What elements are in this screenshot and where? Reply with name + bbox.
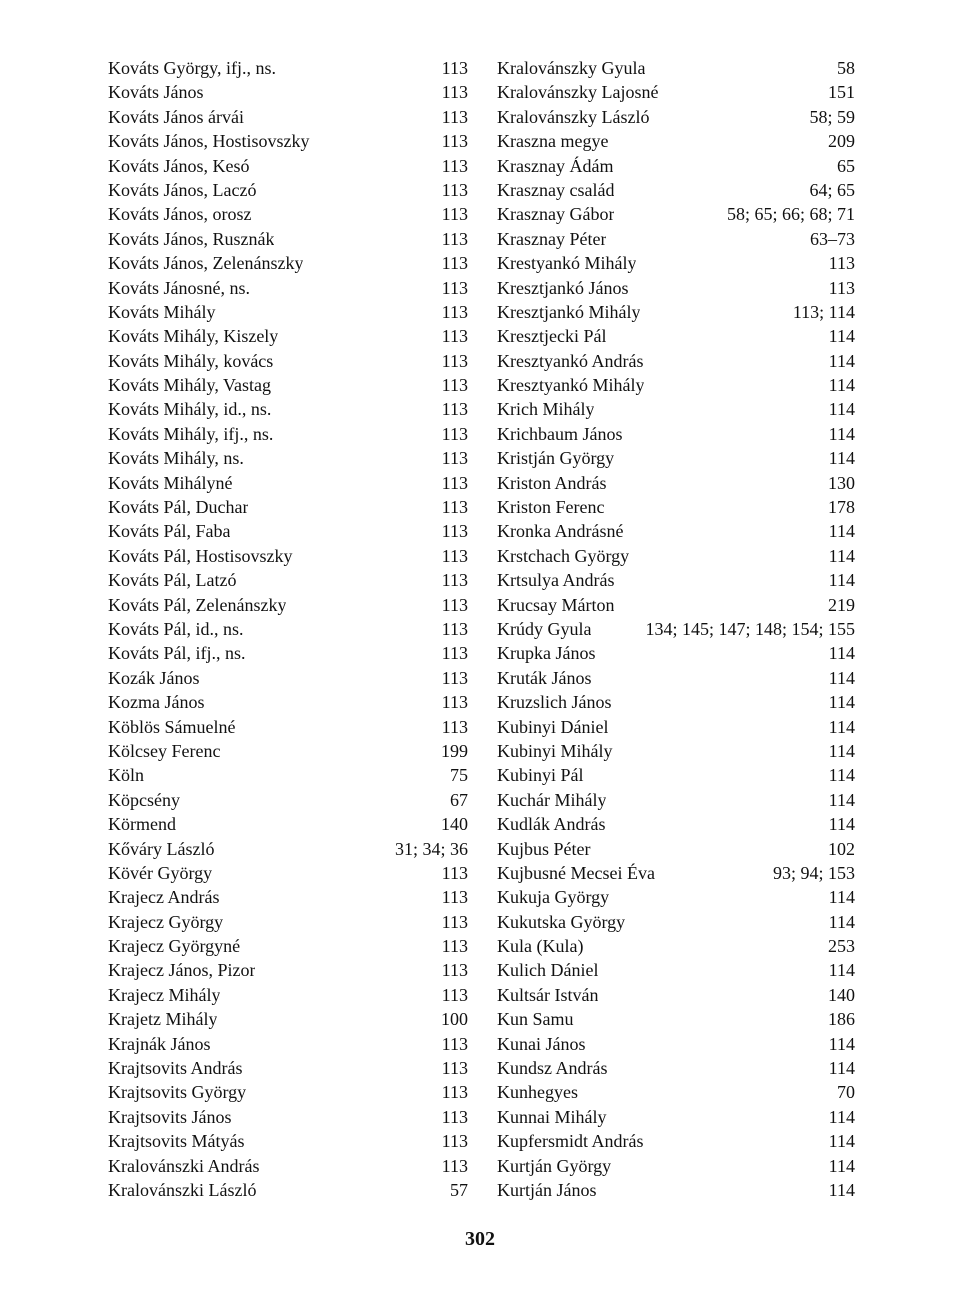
- entry-name: Kulich Dániel: [497, 960, 599, 981]
- index-entry: [497, 641, 855, 665]
- index-entry: [497, 154, 855, 178]
- index-entry: [108, 715, 468, 739]
- entry-name: Kováts János, Hostisovszky: [108, 131, 310, 152]
- entry-name: Kudlák András: [497, 814, 606, 835]
- entry-name: Kováts Pál, Latzó: [108, 570, 237, 591]
- index-entry: [497, 422, 855, 446]
- index-entry: [497, 617, 855, 641]
- entry-name: Kováts János, orosz: [108, 204, 252, 225]
- entry-pages: 113: [441, 228, 468, 249]
- entry-pages: 113: [441, 1058, 468, 1079]
- index-entry: [497, 861, 855, 885]
- entry-pages: 219: [828, 594, 855, 615]
- entry-name: Krasznay Gábor: [497, 204, 615, 225]
- entry-name: Kurtján György: [497, 1155, 612, 1176]
- entry-pages: 113: [441, 82, 468, 103]
- entry-pages: 113: [441, 618, 468, 639]
- entry-name: Kresztyankó András: [497, 350, 644, 371]
- index-entry: [497, 812, 855, 836]
- page-number: 302: [465, 1228, 495, 1250]
- entry-pages: 114: [828, 1155, 855, 1176]
- entry-name: Kozák János: [108, 667, 200, 688]
- index-entry: [497, 202, 855, 226]
- entry-pages: 114: [828, 570, 855, 591]
- index-entry: [108, 739, 468, 763]
- index-entry: [108, 251, 468, 275]
- entry-name: Kruzslich János: [497, 692, 612, 713]
- index-entry: [108, 227, 468, 251]
- entry-name: Krstchach György: [497, 545, 630, 566]
- entry-name: Kralovánszky Gyula: [497, 58, 646, 78]
- entry-pages: 113: [441, 277, 468, 298]
- entry-name: Kukutska György: [497, 911, 626, 932]
- entry-name: Krich Mihály: [497, 399, 595, 420]
- entry-name: Krajecz András: [108, 887, 220, 908]
- entry-pages: 113: [828, 277, 855, 298]
- index-entry: [497, 105, 855, 129]
- entry-name: Kováts Pál, ifj., ns.: [108, 643, 246, 664]
- index-entry: [108, 471, 468, 495]
- index-column-left: [108, 56, 468, 1202]
- index-entry: [497, 373, 855, 397]
- entry-name: Krajtsovits Mátyás: [108, 1131, 245, 1152]
- entry-name: Krúdy Gyula: [497, 618, 592, 639]
- entry-pages: 114: [828, 521, 855, 542]
- entry-name: Kralovánszki László: [108, 1179, 257, 1200]
- entry-name: Kresztyankó Mihály: [497, 375, 645, 396]
- entry-pages: 58; 65; 66; 68; 71: [726, 204, 855, 225]
- entry-pages: 114: [828, 740, 855, 761]
- index-entry: [497, 544, 855, 568]
- entry-pages: 113: [441, 643, 468, 664]
- entry-name: Kováts Pál, Duchar: [108, 497, 249, 518]
- index-entry: [108, 349, 468, 373]
- entry-name: Krajecz János, Pizor: [108, 960, 256, 981]
- entry-name: Kralovánszky Lajosné: [497, 82, 659, 103]
- entry-name: Krasznay család: [497, 179, 615, 200]
- entry-pages: 114: [828, 887, 855, 908]
- entry-name: Kunhegyes: [497, 1082, 578, 1103]
- index-entry: [108, 178, 468, 202]
- index-entry: [497, 178, 855, 202]
- index-entry: [108, 373, 468, 397]
- index-entry: [108, 666, 468, 690]
- entry-name: Kováts Jánosné, ns.: [108, 277, 250, 298]
- index-entry: [497, 276, 855, 300]
- index-entry: [497, 495, 855, 519]
- entry-pages: 114: [828, 399, 855, 420]
- entry-pages: 113: [441, 131, 468, 152]
- entry-name: Kövér György: [108, 862, 213, 883]
- entry-pages: 114: [828, 643, 855, 664]
- index-entry: [497, 300, 855, 324]
- entry-name: Kováts János: [108, 82, 204, 103]
- entry-name: Kurtján János: [497, 1179, 597, 1200]
- index-entry: [497, 690, 855, 714]
- entry-pages: 114: [828, 545, 855, 566]
- entry-name: Kubinyi Mihály: [497, 740, 613, 761]
- index-entry: [497, 1032, 855, 1056]
- entry-name: Krajecz György: [108, 911, 224, 932]
- entry-pages: 114: [828, 667, 855, 688]
- entry-name: Krupka János: [497, 643, 596, 664]
- index-entry: [497, 251, 855, 275]
- index-entry: [108, 202, 468, 226]
- entry-name: Kristján György: [497, 448, 615, 469]
- entry-name: Krajecz Mihály: [108, 984, 221, 1005]
- entry-pages: 114: [828, 1058, 855, 1079]
- entry-name: Kőváry László: [108, 838, 215, 859]
- index-column-right: [497, 56, 855, 1202]
- index-entry: [108, 1129, 468, 1153]
- entry-pages: 114: [828, 423, 855, 444]
- index-entry: [108, 641, 468, 665]
- index-entry: [108, 324, 468, 348]
- entry-pages: 113: [441, 1082, 468, 1103]
- index-entry: [108, 934, 468, 958]
- entry-name: Kováts Mihály, Vastag: [108, 375, 271, 396]
- entry-pages: 199: [441, 740, 468, 761]
- entry-name: Kundsz András: [497, 1058, 608, 1079]
- entry-pages: 114: [828, 789, 855, 810]
- entry-pages: 57: [450, 1179, 468, 1200]
- index-entry: [108, 154, 468, 178]
- index-entry: [497, 593, 855, 617]
- index-entry: [497, 958, 855, 982]
- entry-name: Kováts Pál, id., ns.: [108, 618, 244, 639]
- entry-pages: 114: [828, 1131, 855, 1152]
- entry-pages: 253: [828, 936, 855, 957]
- index-entry: [497, 1154, 855, 1178]
- index-entry: [108, 812, 468, 836]
- index-entry: [108, 983, 468, 1007]
- index-entry: [108, 1178, 468, 1202]
- index-entry: [108, 1154, 468, 1178]
- entry-name: Kováts Mihály: [108, 301, 216, 322]
- entry-pages: 58; 59: [809, 106, 855, 127]
- index-entry: [108, 593, 468, 617]
- index-entry: [497, 129, 855, 153]
- index-entry: [497, 349, 855, 373]
- entry-pages: 113: [441, 301, 468, 322]
- entry-name: Kriston András: [497, 472, 607, 493]
- entry-pages: 113: [441, 1131, 468, 1152]
- entry-name: Kováts Mihály, Kiszely: [108, 326, 279, 347]
- entry-pages: 114: [828, 326, 855, 347]
- index-entry: [497, 324, 855, 348]
- entry-pages: 113: [441, 1155, 468, 1176]
- entry-pages: 31; 34; 36: [394, 838, 468, 859]
- entry-pages: 114: [828, 960, 855, 981]
- index-entry: [108, 568, 468, 592]
- entry-name: Kresztjecki Pál: [497, 326, 607, 347]
- entry-pages: 113: [441, 692, 468, 713]
- entry-name: Krtsulya András: [497, 570, 615, 591]
- index-entry: [497, 715, 855, 739]
- entry-pages: 209: [828, 131, 855, 152]
- index-entry: [497, 56, 855, 80]
- entry-pages: 64; 65: [809, 179, 855, 200]
- entry-pages: 113; 114: [792, 301, 855, 322]
- index-entry: [108, 617, 468, 641]
- entry-pages: 113: [441, 862, 468, 883]
- index-entry: [108, 910, 468, 934]
- entry-pages: 113: [441, 497, 468, 518]
- entry-name: Kuchár Mihály: [497, 789, 607, 810]
- index-entry: [108, 422, 468, 446]
- entry-name: Kováts Pál, Zelenánszky: [108, 594, 287, 615]
- entry-name: Kováts Mihály, ifj., ns.: [108, 423, 274, 444]
- entry-name: Kováts György, ifj., ns.: [108, 58, 276, 78]
- index-entry: [108, 300, 468, 324]
- entry-name: Köblös Sámuelné: [108, 716, 236, 737]
- entry-pages: 113: [441, 472, 468, 493]
- index-entry: [108, 129, 468, 153]
- index-entry: [108, 276, 468, 300]
- entry-pages: 70: [837, 1082, 855, 1103]
- index-entry: [497, 1105, 855, 1129]
- entry-pages: 65: [837, 155, 855, 176]
- entry-pages: 113: [441, 545, 468, 566]
- index-entry: [108, 544, 468, 568]
- entry-name: Krajtsovits György: [108, 1082, 247, 1103]
- entry-pages: 114: [828, 692, 855, 713]
- entry-pages: 113: [441, 350, 468, 371]
- entry-pages: 114: [828, 911, 855, 932]
- entry-pages: 114: [828, 814, 855, 835]
- index-entry: [108, 861, 468, 885]
- index-entry: [497, 471, 855, 495]
- index-entry: [108, 519, 468, 543]
- index-entry: [497, 1080, 855, 1104]
- entry-pages: 113: [441, 106, 468, 127]
- entry-pages: 113: [441, 204, 468, 225]
- entry-name: Köpcsény: [108, 789, 180, 810]
- entry-pages: 100: [441, 1009, 468, 1030]
- entry-name: Kraszna megye: [497, 131, 609, 152]
- entry-pages: 93; 94; 153: [772, 862, 855, 883]
- entry-name: Kováts Mihályné: [108, 472, 233, 493]
- entry-name: Krasznay Péter: [497, 228, 607, 249]
- entry-name: Krajecz Györgyné: [108, 936, 241, 957]
- entry-pages: 113: [441, 887, 468, 908]
- entry-pages: 113: [441, 448, 468, 469]
- entry-name: Krajtsovits András: [108, 1058, 243, 1079]
- entry-pages: 114: [828, 375, 855, 396]
- index-entry: [497, 446, 855, 470]
- index-entry: [108, 397, 468, 421]
- index-entry: [497, 80, 855, 104]
- index-entry: [497, 568, 855, 592]
- entry-name: Kováts János árvái: [108, 106, 244, 127]
- entry-pages: 151: [828, 82, 855, 103]
- entry-name: Krajtsovits János: [108, 1106, 232, 1127]
- entry-name: Kresztjankó János: [497, 277, 629, 298]
- index-entry: [497, 1129, 855, 1153]
- index-entry: [108, 105, 468, 129]
- index-entry: [497, 885, 855, 909]
- entry-pages: 140: [828, 984, 855, 1005]
- entry-name: Kováts Pál, Faba: [108, 521, 231, 542]
- entry-name: Kralovánszki András: [108, 1155, 260, 1176]
- entry-pages: 113: [441, 179, 468, 200]
- entry-pages: 113: [828, 253, 855, 274]
- entry-name: Kupfersmidt András: [497, 1131, 644, 1152]
- entry-name: Kubinyi Dániel: [497, 716, 609, 737]
- index-entry: [108, 1080, 468, 1104]
- entry-pages: 113: [441, 375, 468, 396]
- index-entry: [108, 56, 468, 80]
- index-entry: [108, 958, 468, 982]
- entry-pages: 186: [828, 1009, 855, 1030]
- index-entry: [497, 910, 855, 934]
- entry-name: Kováts Mihály, ns.: [108, 448, 244, 469]
- index-entry: [497, 739, 855, 763]
- index-entry: [497, 788, 855, 812]
- index-entry: [497, 1178, 855, 1202]
- entry-name: Kováts János, Kesó: [108, 155, 250, 176]
- entry-name: Kujbusné Mecsei Éva: [497, 862, 655, 883]
- index-entry: [108, 446, 468, 470]
- entry-pages: 113: [441, 521, 468, 542]
- index-entry: [108, 1007, 468, 1031]
- entry-name: Kováts János, Rusznák: [108, 228, 275, 249]
- entry-name: Kujbus Péter: [497, 838, 591, 859]
- entry-name: Krichbaum János: [497, 423, 623, 444]
- entry-pages: 113: [441, 667, 468, 688]
- entry-pages: 113: [441, 155, 468, 176]
- entry-pages: 114: [828, 1033, 855, 1054]
- entry-name: Krajnák János: [108, 1033, 211, 1054]
- index-entry: [497, 1056, 855, 1080]
- entry-pages: 130: [828, 472, 855, 493]
- entry-pages: 113: [441, 911, 468, 932]
- entry-name: Krestyankó Mihály: [497, 253, 637, 274]
- index-entry: [108, 1105, 468, 1129]
- index-entry: [497, 1007, 855, 1031]
- entry-name: Kula (Kula): [497, 936, 584, 957]
- index-entry: [108, 1056, 468, 1080]
- entry-name: Körmend: [108, 814, 176, 835]
- entry-name: Kresztjankó Mihály: [497, 301, 641, 322]
- index-entry: [108, 837, 468, 861]
- entry-name: Kukuja György: [497, 887, 610, 908]
- entry-pages: 113: [441, 570, 468, 591]
- index-entry: [497, 519, 855, 543]
- index-entry: [108, 495, 468, 519]
- entry-pages: 75: [450, 765, 468, 786]
- entry-pages: 113: [441, 253, 468, 274]
- entry-pages: 140: [441, 814, 468, 835]
- entry-name: Kriston Ferenc: [497, 497, 605, 518]
- entry-pages: 113: [441, 936, 468, 957]
- entry-pages: 114: [828, 716, 855, 737]
- entry-name: Köln: [108, 765, 144, 786]
- entry-name: Kunai János: [497, 1033, 586, 1054]
- entry-name: Krajetz Mihály: [108, 1009, 218, 1030]
- entry-name: Kun Samu: [497, 1009, 574, 1030]
- entry-pages: 114: [828, 1106, 855, 1127]
- entry-pages: 114: [828, 350, 855, 371]
- entry-pages: 113: [441, 58, 468, 78]
- entry-pages: 63–73: [810, 228, 855, 249]
- entry-name: Kralovánszky László: [497, 106, 650, 127]
- entry-pages: 114: [828, 448, 855, 469]
- entry-name: Kováts Mihály, id., ns.: [108, 399, 272, 420]
- index-entry: [497, 227, 855, 251]
- index-entry: [108, 885, 468, 909]
- entry-pages: 178: [828, 497, 855, 518]
- entry-name: Krasznay Ádám: [497, 155, 614, 176]
- entry-name: Krucsay Márton: [497, 594, 615, 615]
- entry-name: Kováts János, Laczó: [108, 179, 257, 200]
- index-entry: [497, 983, 855, 1007]
- entry-pages: 113: [441, 984, 468, 1005]
- index-entry: [497, 397, 855, 421]
- index-entry: [497, 763, 855, 787]
- entry-pages: 113: [441, 399, 468, 420]
- entry-name: Kölcsey Ferenc: [108, 740, 221, 761]
- index-entry: [108, 763, 468, 787]
- entry-pages: 113: [441, 594, 468, 615]
- entry-pages: 113: [441, 716, 468, 737]
- index-entry: [497, 666, 855, 690]
- index-entry: [497, 837, 855, 861]
- entry-name: Kováts János, Zelenánszky: [108, 253, 304, 274]
- index-entry: [108, 1032, 468, 1056]
- entry-name: Kováts Mihály, kovács: [108, 350, 274, 371]
- index-entry: [108, 788, 468, 812]
- entry-pages: 113: [441, 1106, 468, 1127]
- entry-pages: 67: [450, 789, 468, 810]
- entry-name: Kultsár István: [497, 984, 599, 1005]
- entry-pages: 114: [828, 1179, 855, 1200]
- entry-name: Kronka Andrásné: [497, 521, 624, 542]
- entry-pages: 113: [441, 960, 468, 981]
- entry-pages: 58: [837, 58, 855, 78]
- entry-pages: 102: [828, 838, 855, 859]
- entry-pages: 113: [441, 326, 468, 347]
- index-entry: [108, 690, 468, 714]
- entry-pages: 114: [828, 765, 855, 786]
- entry-name: Kováts Pál, Hostisovszky: [108, 545, 293, 566]
- entry-pages: 134; 145; 147; 148; 154; 155: [645, 618, 855, 639]
- entry-name: Kruták János: [497, 667, 592, 688]
- entry-pages: 113: [441, 1033, 468, 1054]
- index-entry: [108, 80, 468, 104]
- entry-pages: 113: [441, 423, 468, 444]
- entry-name: Kunnai Mihály: [497, 1106, 607, 1127]
- index-entry: [497, 934, 855, 958]
- entry-name: Kubinyi Pál: [497, 765, 584, 786]
- entry-name: Kozma János: [108, 692, 205, 713]
